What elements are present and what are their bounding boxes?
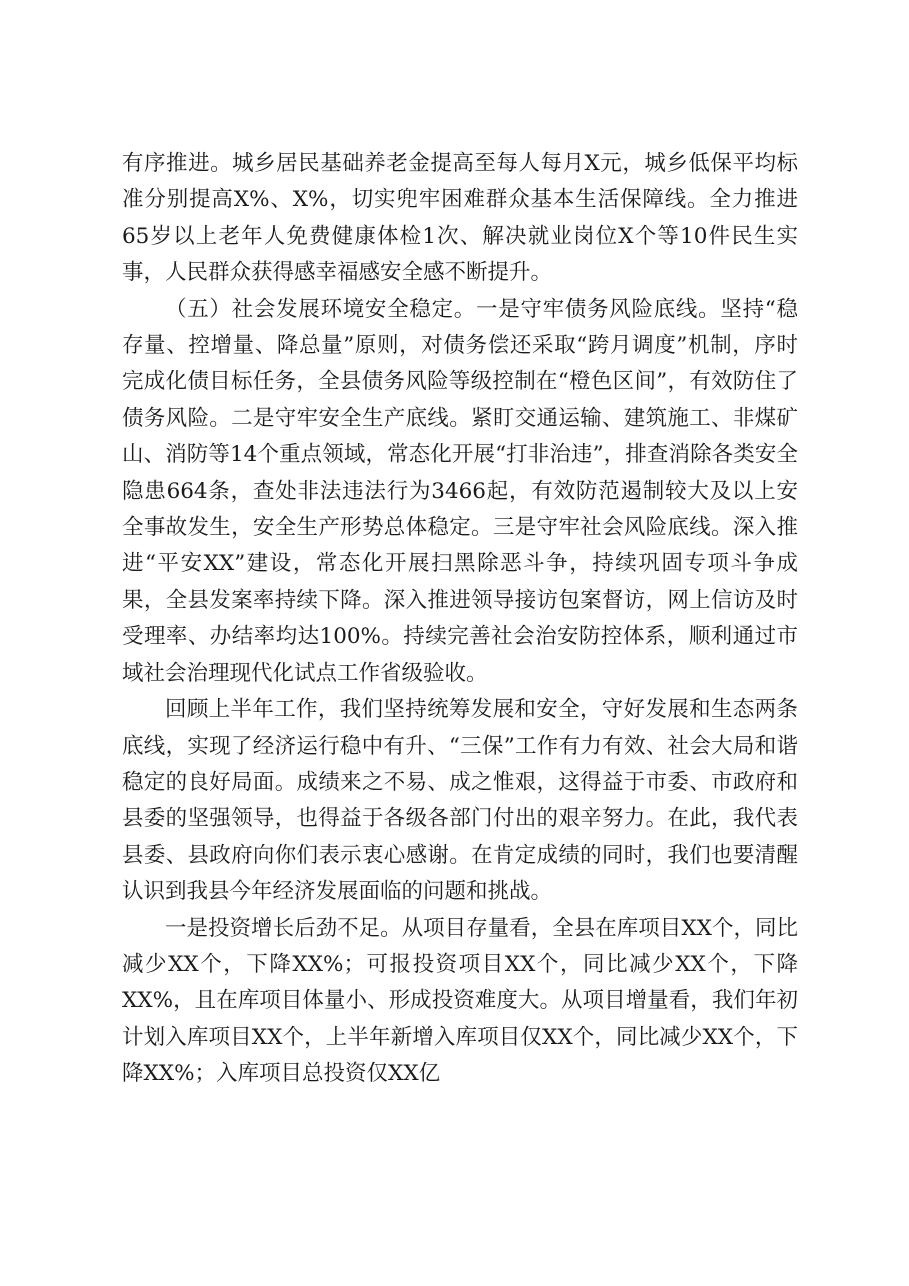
paragraph-review: 回顾上半年工作，我们坚持统筹发展和安全，守好发展和生态两条底线，实现了经济运行稳中有升、“三保”工作有力有效、社会大局和谐稳定的良好局面。成绩来之不易、成之惟艰，这得益于市委、市政府和县委的坚强领导，也得益于各级各部门付出的艰辛努力。在此，我代表县委、县政府向你们表示衷心感谢。在肯定成绩的同时，我们也要清醒认识到我县今年经济发展面临的问题和挑战。 [122, 697, 798, 905]
document-body [122, 146, 798, 1093]
paragraph-social-security: （五）社会发展环境安全稳定。一是守牢债务风险底线。坚持“稳存量、控增量、降总量”原则，对债务偿还采取“跨月调度”机制，序时完成化债目标任务，全县债务风险等级控制在“橙色区间”，有效防住了债务风险。二是守牢安全生产底线。紧盯交通运输、建筑施工、非煤矿山、消防等14个重点领域，常态化开展“打非治违”，排查消除各类安全隐患664条，查处非法违法行为3466起，有效防范遏制较大及以上安全事故发生，安全生产形势总体稳定。三是守牢社会风险底线。深入推进“平安XX”建设，常态化开展扫黑除恶斗争，持续巩固专项斗争成果，全县发案率持续下降。深入推进领导接访包案督访，网上信访及时受理率、办结率均达100%。持续完善社会治安防控体系，顺利通过市域社会治理现代化试点工作省级验收。 [122, 296, 798, 686]
paragraph-investment-problem: 一是投资增长后劲不足。从项目存量看，全县在库项目XX个，同比减少XX个，下降XX%；可报投资项目XX个，同比减少XX个，下降XX%，且在库项目体量小、形成投资难度大。从项目增量看，我们年初计划入库项目XX个，上半年新增入库项目仅XX个，同比减少XX个，下降XX%；入库项目总投资仅XX亿 [122, 915, 798, 1087]
paragraph-livelihood-continued: 有序推进。城乡居民基础养老金提高至每人每月X元，城乡低保平均标准分别提高X%、X%，切实兜牢困难群众基本生活保障线。全力推进65岁以上老年人免费健康体检1次、解决就业岗位X个等10件民生实事，人民群众获得感幸福感安全感不断提升。 [122, 151, 798, 286]
